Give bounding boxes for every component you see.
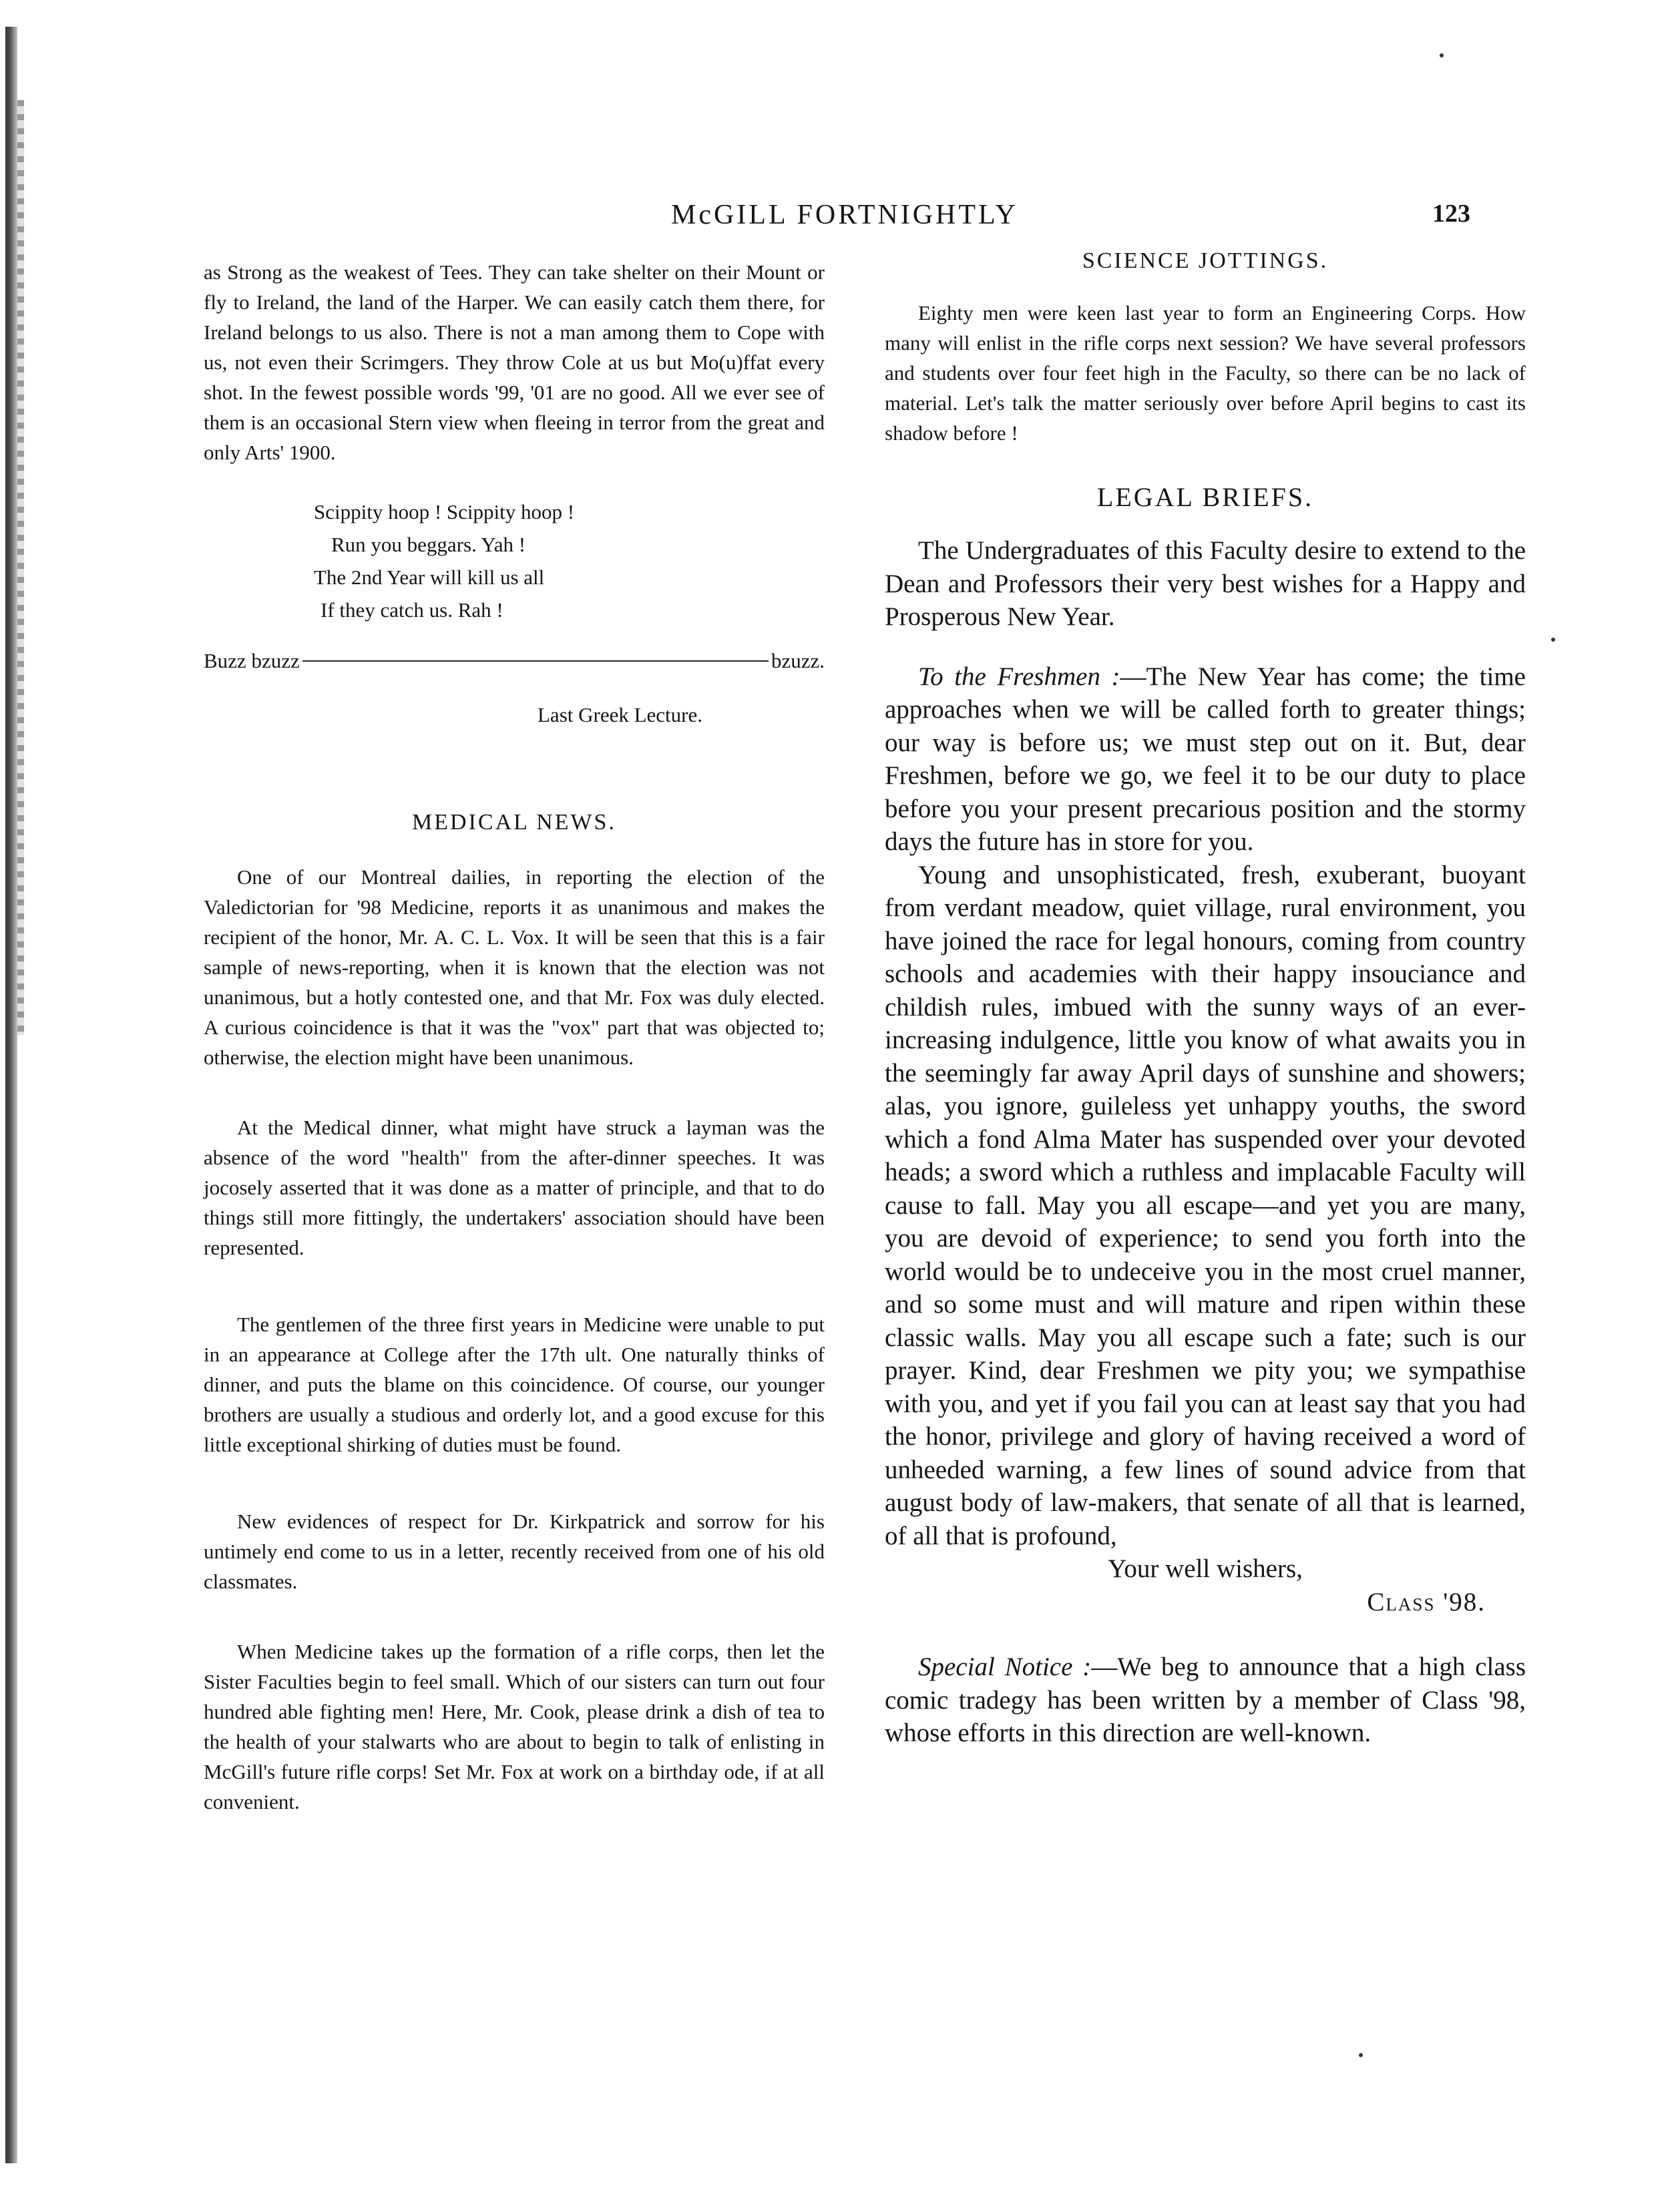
- buzz-start: Buzz bzuzz: [204, 649, 300, 672]
- freshmen-label: To the Freshmen :: [918, 662, 1120, 691]
- page-number: 123: [1432, 200, 1470, 228]
- left-column: [204, 257, 825, 1817]
- ink-speck: [1359, 2053, 1363, 2057]
- binding-texture: [17, 100, 24, 1035]
- science-text: Eighty men were keen last year to form an Engineering Corps. How many will enlist in the rifle corps next session? We have several professors and students over four feet high in the Faculty, so there can be no lack of material. Let's talk the matter seriously over before April begins to cast its shadow before !: [885, 301, 1526, 445]
- poem-line: If they catch us. Rah !: [321, 598, 503, 622]
- binding-shadow: [5, 27, 17, 2163]
- binding-edge: [0, 0, 32, 2194]
- page-header: [0, 199, 1680, 239]
- freshmen-text: —The New Year has come; the time approaches when we will be called forth to greater things; our way is before us; we must step out on it. But, dear Freshmen, before we go, we feel it to be our duty to place before you your present precarious position and the stormy days the future has in store for you.: [885, 662, 1526, 856]
- freshmen-paragraph: [885, 660, 1526, 859]
- class-signature: Class '98.: [1367, 1587, 1486, 1616]
- section-heading-science: SCIENCE JOTTINGS.: [1082, 248, 1329, 273]
- section-heading-legal: LEGAL BRIEFS.: [1096, 482, 1314, 512]
- medical-paragraph: The gentlemen of the three first years in Medicine were unable to put in an appearance at College after the 17th ult. One naturally thinks of dinner, and puts the blame on this coincidence. Of course, our younger brothers are usually a studious and orderly lot, and a good excuse for this little exceptional shirking of duties must be found.: [204, 1313, 825, 1456]
- cheer-poem: [204, 495, 825, 626]
- closing: Your well wishers,: [1108, 1554, 1303, 1583]
- buzz-rule: [302, 660, 769, 662]
- young-paragraph: Young and unsophisticated, fresh, exuberant, buoyant from verdant meadow, quiet village, rural environment, you have joined the race for legal honours, coming from country schools and academies with their happy insouciance and childish rules, imbued with the sunny ways of an ever-increasing indulgence, little you know of what awaits you in the seemingly far away April days of sunshine and showers; alas, you ignore, guileless yet unhappy youths, the sword which a fond Alma Mater has suspended over your devoted heads; a sword which a ruthless and implacable Faculty will cause to fall. May you all escape—and yet you are many, you are devoid of experience; to send you forth into the world would be to undeceive you in the most cruel manner, and so some must and will mature and ripen within these classic walls. May you all escape such a fate; such is our prayer. Kind, dear Freshmen we pity you; we sympathise with you, and yet if you fail you can at least say that you had the honor, privilege and glory of having received a word of unheeded warning, a few lines of sound advice from that august body of law-makers, that senate of all that is learned, of all that is profound,: [885, 860, 1526, 1550]
- notice-text: —We beg to announce that a high class comic tradegy has been written by a member of Class '98, whose efforts in this direction are well-known.: [885, 1653, 1526, 1747]
- ink-speck: [1551, 638, 1555, 642]
- medical-paragraph: New evidences of respect for Dr. Kirkpatrick and sorrow for his untimely end come to us in a letter, recently received from one of his old classmates.: [204, 1510, 825, 1593]
- buzz-line: [204, 649, 825, 673]
- running-title: McGILL FORTNIGHTLY: [671, 200, 1018, 230]
- signoff: Last Greek Lecture.: [538, 703, 703, 726]
- right-column: [885, 248, 1526, 1750]
- notice-paragraph: [885, 1651, 1526, 1750]
- poem-line: Scippity hoop ! Scippity hoop !: [314, 500, 575, 523]
- notice-label: Special Notice :: [918, 1653, 1092, 1681]
- section-heading-medical: MEDICAL NEWS.: [412, 810, 616, 835]
- arts-article-text: as Strong as the weakest of Tees. They can take shelter on their Mount or fly to Ireland, the land of the Harper. We can easily catch them there, for Ireland belongs to us also. There is not a man among them to Cope with us, not even their Scrimgers. They throw Cole at us but Mo(u)ffat every shot. In the fewest possible words '99, '01 are no good. All we ever see of them is an occasional Stern view when fleeing in terror from the great and only Arts' 1900.: [204, 260, 825, 464]
- poem-line: Run you beggars. Yah !: [331, 533, 526, 556]
- medical-paragraph: One of our Montreal dailies, in reporting the election of the Valedictorian for '98 Medicine, reports it as unanimous and makes the recipient of the honor, Mr. A. C. L. Vox. It will be seen that this is a fair sample of news-reporting, when it is known that the election was not unanimous, but a hotly contested one, and that Mr. Fox was duly elected. A curious coincidence is that it was the "vox" part that was objected to; otherwise, the election might have been unanimous.: [204, 865, 825, 1069]
- buzz-end: bzuzz.: [771, 649, 825, 672]
- medical-paragraph: At the Medical dinner, what might have struck a layman was the absence of the word "health" from the after-dinner speeches. It was jocosely asserted that it was done as a matter of principle, and that to do things still more fittingly, the undertakers' association should have been represented.: [204, 1116, 825, 1259]
- poem-line: The 2nd Year will kill us all: [314, 566, 545, 589]
- medical-paragraph: When Medicine takes up the formation of a rifle corps, then let the Sister Faculties begin to feel small. Which of our sisters can turn out four hundred able fighting men! Here, Mr. Cook, please drink a dish of tea to the health of your stalwarts who are about to begin to talk of enlisting in McGill's future rifle corps! Set Mr. Fox at work on a birthday ode, if at all convenient.: [204, 1640, 825, 1813]
- legal-intro: The Undergraduates of this Faculty desire to extend to the Dean and Professors their very best wishes for a Happy and Prosperous New Year.: [885, 536, 1526, 631]
- ink-speck: [1440, 53, 1444, 57]
